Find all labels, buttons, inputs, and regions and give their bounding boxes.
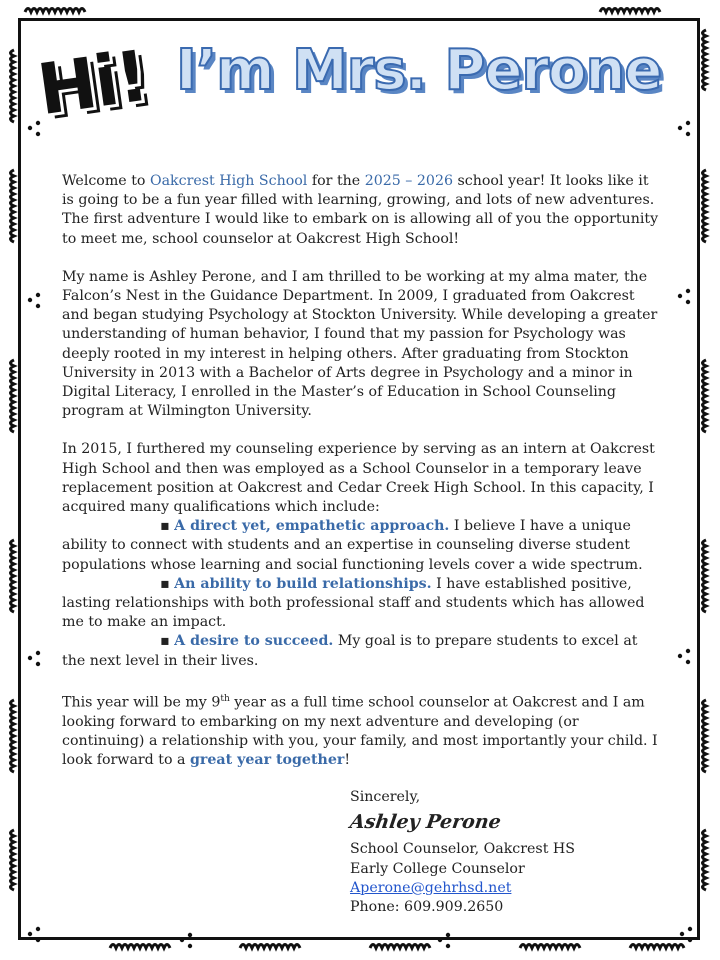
paragraph-closing: This year will be my 9th year as a full time school counselor at Oakcrest and I am looking forward to embarking on my next adventure and developing (or continuing) a relationship with you, your family, and most importantly your child. I look forward to a great year together! <box>62 693 658 769</box>
signature: Ashley Perone <box>348 811 503 834</box>
hi-heading: Hi! <box>32 34 152 132</box>
squiggle-decoration <box>11 700 15 772</box>
title-line: School Counselor, Oakcrest HS <box>350 841 575 858</box>
squiggle-decoration <box>600 9 660 13</box>
squiggle-decoration <box>11 540 15 612</box>
paragraph-background: My name is Ashley Perone, and I am thrilled to be working at my alma mater, the Falcon’s Nest in the Guidance Department. In 2009, I graduated from Oakcrest and began studying Psychology at Stockton University. While developing a greater understanding of human behavior, I found that my passion for Psychology was deeply rooted in my interest in helping others. After graduating from Stockton University in 2013 with a Bachelor of Arts degree in Psychology and a minor in Digital Literacy, I enrolled in the Master’s of Education in School Counseling program at Wilmington University. <box>62 268 658 420</box>
school-name: Oakcrest High School <box>149 173 308 189</box>
header <box>32 28 698 138</box>
squiggle-decoration <box>703 170 707 242</box>
school-year: 2025 – 2026 <box>364 173 454 189</box>
squiggle-decoration <box>240 945 300 949</box>
email-link[interactable]: Aperone@gehrhsd.net <box>350 879 512 896</box>
squiggle-decoration <box>11 50 15 122</box>
paragraph-welcome: Welcome to Oakcrest High School for the 2025 – 2026 school year! It looks like it is going to be a fun year filled with learning, growing, and lots of new adventures. The first adventure I would like to embark on is allowing all of you the opportunity to meet me, school counselor at Oakcrest High School! <box>62 173 659 247</box>
paragraph-experience: In 2015, I furthered my counseling experience by serving as an intern at Oakcrest High School and then was employed as a School Counselor in a temporary leave replacement position at Oakcrest and Cedar Creek High School. In this capacity, I acquired many qualifications which include: ▪ A direct yet, empathetic approach. I believe I have a unique ability to connect with students and an expertise in counseling diverse student populations whose learning and social functioning levels cover a wide spectrum. ▪ An ability to build relationships. I have established positive, lasting relationships with both professional staff and students which has allowed me to make an impact. ▪ A desire to succeed. My goal is to prepare students to excel at the next level in their lives. <box>62 441 655 669</box>
bullet-item: ▪ <box>160 633 175 650</box>
squiggle-decoration <box>110 945 170 949</box>
signature-block <box>350 788 575 917</box>
highlight-text: great year together <box>190 752 345 769</box>
squiggle-decoration <box>25 9 85 13</box>
squiggle-decoration <box>703 540 707 612</box>
dot-decoration <box>188 944 192 948</box>
letter-body <box>62 172 662 789</box>
squiggle-decoration <box>630 945 684 949</box>
squiggle-decoration <box>703 360 707 432</box>
squiggle-decoration <box>370 945 430 949</box>
phone-text: Phone: 609.909.2650 <box>350 899 504 916</box>
squiggle-decoration <box>11 830 15 890</box>
bullet-item: ▪ <box>160 518 175 535</box>
title-line-2: Early College Counselor <box>350 860 525 877</box>
bullet-item: ▪ <box>160 575 175 592</box>
squiggle-decoration <box>11 360 15 432</box>
dot-decoration <box>446 944 450 948</box>
squiggle-decoration <box>703 30 707 90</box>
squiggle-decoration <box>703 700 707 772</box>
squiggle-decoration <box>520 945 580 949</box>
page-title: I’m Mrs. Perone <box>176 38 662 103</box>
squiggle-decoration <box>703 830 707 890</box>
squiggle-decoration <box>11 170 15 242</box>
sincerely-text: Sincerely, <box>350 789 421 805</box>
